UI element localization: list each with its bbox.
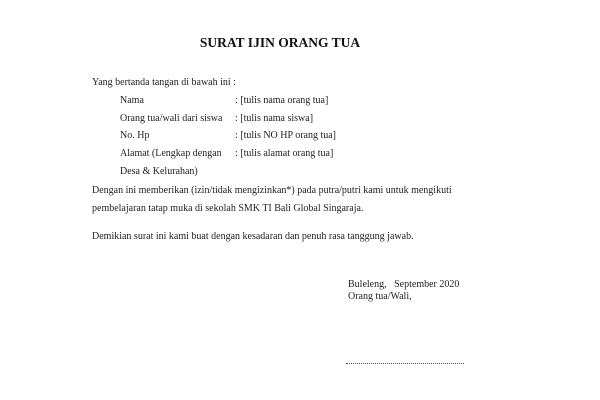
- signer-role: Orang tua/Wali,: [348, 291, 412, 302]
- field-label-desa: Desa & Kelurahan): [120, 166, 198, 177]
- intro-text: Yang bertanda tangan di bawah ini :: [92, 77, 236, 88]
- field-value-nama: : [tulis nama orang tua]: [235, 95, 329, 106]
- field-label-wali: Orang tua/wali dari siswa: [120, 113, 223, 124]
- place-date: Buleleng, September 2020: [348, 279, 460, 290]
- field-label-alamat: Alamat (Lengkap dengan: [120, 148, 222, 159]
- body-line-1: Dengan ini memberikan (izin/tidak mengizinkan*) pada putra/putri kami untuk mengikuti: [92, 185, 452, 196]
- body-line-2: pembelajaran tatap muka di sekolah SMK TI Bali Global Singaraja.: [92, 203, 364, 214]
- field-value-alamat: : [tulis alamat orang tua]: [235, 148, 334, 159]
- document-title: SURAT IJIN ORANG TUA: [199, 35, 361, 50]
- field-value-wali: : [tulis nama siswa]: [235, 113, 314, 124]
- field-label-hp: No. Hp: [120, 130, 150, 141]
- signature-line: [346, 363, 464, 364]
- closing-text: Demikian surat ini kami buat dengan kesadaran dan penuh rasa tanggung jawab.: [92, 231, 414, 242]
- field-value-hp: : [tulis NO HP orang tua]: [235, 130, 337, 141]
- field-label-nama: Nama: [120, 95, 144, 106]
